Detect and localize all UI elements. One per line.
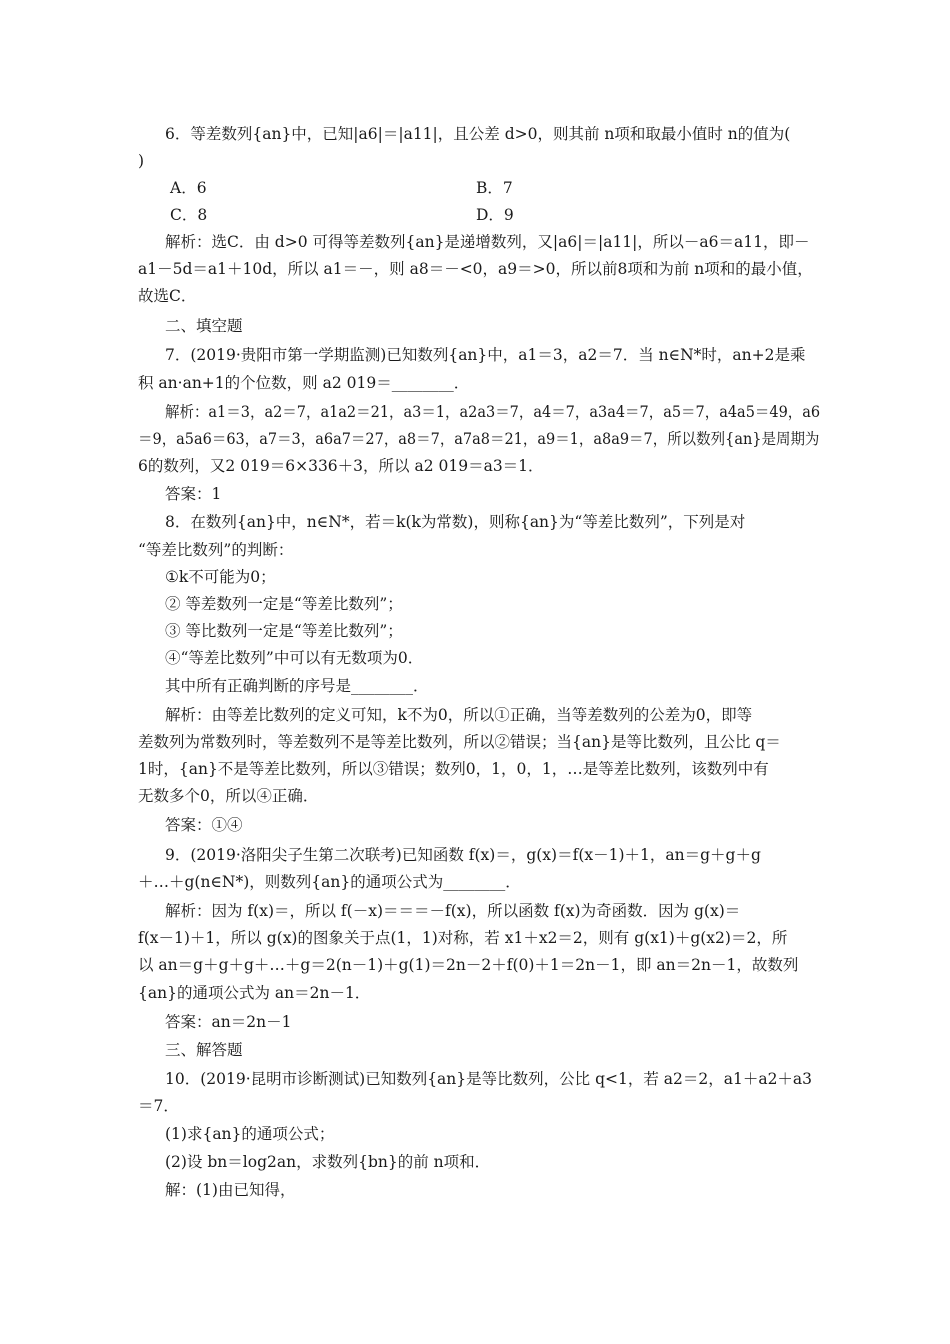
q10-part-1: (1)求{an}的通项公式； bbox=[165, 1125, 335, 1143]
q6-stem-line1: 6．等差数列{an}中，已知|a6|＝|a11|，且公差 d>0，则其前 n项和取最小值时 n的值为( bbox=[165, 125, 791, 143]
q6-analysis-line1: 解析：选C．由 d>0 可得等差数列{an}是递增数列，又|a6|＝|a11|，所以－a6＝a11，即－ bbox=[165, 233, 810, 251]
q9-analysis-line2: f(x－1)＋1，所以 g(x)的图象关于点(1，1)对称，若 x1＋x2＝2，则有 g(x1)＋g(x2)＝2，所 bbox=[138, 929, 788, 947]
q8-answer: 答案：①④ bbox=[165, 816, 243, 834]
section-heading-fill-in: 二、填空题 bbox=[165, 317, 243, 335]
q7-answer: 答案：1 bbox=[165, 485, 222, 503]
q8-item-1: ①k不可能为0； bbox=[165, 568, 276, 586]
q9-answer: 答案：an＝2n－1 bbox=[165, 1013, 292, 1031]
q6-option-d: D．9 bbox=[476, 206, 514, 224]
q8-item-3: ③ 等比数列一定是“等差比数列”； bbox=[165, 622, 403, 640]
q8-analysis-line2: 差数列为常数列时，等差数列不是等差比数列，所以②错误；当{an}是等比数列，且公比 q＝ bbox=[138, 733, 781, 751]
q8-analysis-line3: 1时，{an}不是等差比数列，所以③错误；数列0，1，0，1，…是等差比数列，该数列中有 bbox=[138, 760, 769, 778]
q7-stem-line1: 7．(2019·贵阳市第一学期监测)已知数列{an}中，a1＝3，a2＝7．当 n∈N*时，an+2是乘 bbox=[165, 346, 806, 364]
q9-analysis-line1: 解析：因为 f(x)＝，所以 f(－x)＝＝＝－f(x)，所以函数 f(x)为奇函数．因为 g(x)＝ bbox=[165, 902, 741, 920]
section-heading-solve: 三、解答题 bbox=[165, 1041, 243, 1059]
q7-analysis-line1: 解析：a1＝3，a2＝7，a1a2＝21，a3＝1，a2a3＝7，a4＝7，a3a4＝7，a5＝7，a4a5＝49，a6 bbox=[165, 403, 821, 421]
q6-stem-line2: ) bbox=[138, 152, 145, 170]
q7-analysis-line2: ＝9，a5a6＝63，a7＝3，a6a7＝27，a8＝7，a7a8＝21，a9＝1，a8a9＝7，所以数列{an}是周期为 bbox=[138, 430, 820, 448]
q8-analysis-line1: 解析：由等差比数列的定义可知，k不为0，所以①正确，当等差数列的公差为0，即等 bbox=[165, 706, 753, 724]
q9-analysis-line3: 以 an＝g＋g＋g＋…＋g＝2(n－1)＋g(1)＝2n－2＋f(0)＋1＝2n－1，即 an＝2n－1，故数列 bbox=[138, 956, 799, 974]
q10-part-2: (2)设 bn＝log2an，求数列{bn}的前 n项和． bbox=[165, 1153, 491, 1171]
q6-option-a: A．6 bbox=[170, 179, 207, 197]
q9-stem-line1: 9．(2019·洛阳尖子生第二次联考)已知函数 f(x)＝，g(x)＝f(x－1)＋1，an＝g＋g＋g bbox=[165, 846, 761, 864]
q10-stem-line1: 10．(2019·昆明市诊断测试)已知数列{an}是等比数列，公比 q<1，若 a2＝2，a1＋a2＋a3 bbox=[165, 1070, 813, 1088]
q8-item-2: ② 等差数列一定是“等差比数列”； bbox=[165, 595, 403, 613]
q10-solution-start: 解：(1)由已知得， bbox=[165, 1181, 296, 1199]
q8-question: 其中所有正确判断的序号是________． bbox=[165, 677, 429, 695]
q9-stem-line2: ＋…＋g(n∈N*)，则数列{an}的通项公式为________． bbox=[138, 873, 521, 891]
q7-analysis-line3: 6的数列，又2 019＝6×336＋3，所以 a2 019＝a3＝1． bbox=[138, 457, 544, 475]
q6-analysis-line2: a1－5d＝a1＋10d，所以 a1＝－，则 a8＝－<0，a9＝>0，所以前8项和为前 n项和的最小值， bbox=[138, 260, 813, 278]
q6-analysis-line3: 故选C． bbox=[138, 287, 197, 305]
q6-option-b: B．7 bbox=[476, 179, 513, 197]
q10-stem-line2: ＝7． bbox=[138, 1097, 179, 1115]
q8-analysis-line4: 无数多个0，所以④正确． bbox=[138, 787, 319, 805]
q8-item-4: ④“等差比数列”中可以有无数项为0． bbox=[165, 649, 424, 667]
q9-analysis-line4: {an}的通项公式为 an＝2n－1． bbox=[138, 984, 371, 1002]
q8-stem-line1: 8．在数列{an}中，n∈N*，若＝k(k为常数)，则称{an}为“等差比数列”，下列是对 bbox=[165, 513, 746, 531]
q7-stem-line2: 积 an·an+1的个位数，则 a2 019＝________． bbox=[138, 374, 470, 392]
q6-option-c: C．8 bbox=[170, 206, 208, 224]
q8-stem-line2: “等差比数列”的判断： bbox=[138, 541, 294, 559]
